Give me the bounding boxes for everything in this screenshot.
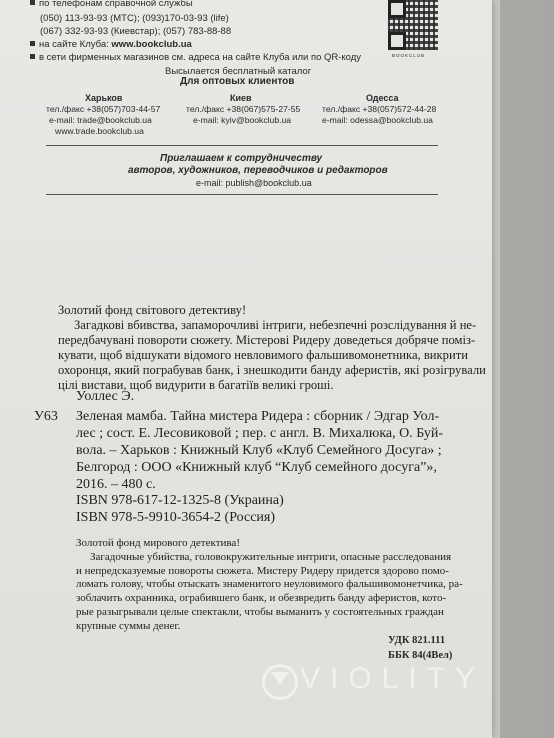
rus-line: Золотой фонд мирового детектива! bbox=[76, 537, 240, 549]
invite-line-2: авторов, художников, переводчиков и редакторов bbox=[128, 165, 388, 176]
divider-top bbox=[46, 145, 438, 146]
rus-line: зоблачить охранника, ограбившего банк, и обезвредить банду аферистов, кото- bbox=[76, 592, 447, 605]
kharkiv-phone: тел./факс +38(057)703-44-57 bbox=[46, 104, 161, 114]
kyiv-phone: тел./факс +38(067)575-27-55 bbox=[186, 104, 301, 114]
city-kharkiv: Харьков bbox=[85, 93, 123, 103]
catalog-description bbox=[76, 408, 443, 493]
bullet-icon bbox=[30, 54, 35, 59]
contact-stores: в сети фирменных магазинов см. адреса на сайте Клуба или по QR-коду bbox=[30, 52, 361, 63]
ukr-line: кувати, щоб відшукати відомого невловимого фальшивомонетника, викрити bbox=[58, 348, 468, 362]
wholesale-title: Для оптовых клиентов bbox=[180, 76, 295, 87]
invite-email: e-mail: publish@bookclub.ua bbox=[196, 178, 312, 188]
bbk-code: ББК 84(4Вел) bbox=[388, 650, 453, 661]
udk-code: УДК 821.111 bbox=[388, 635, 446, 646]
contact-phones-2: (067) 332-93-93 (Киевстар); (057) 783-88-88 bbox=[40, 26, 232, 37]
invite-line-1: Приглашаем к сотрудничеству bbox=[160, 153, 323, 164]
odesa-email: e-mail: odessa@bookclub.ua bbox=[322, 115, 433, 125]
isbn-russia: ISBN 978-5-9910-3654-2 (Россия) bbox=[76, 510, 276, 525]
qr-caption: BOOKCLUB bbox=[392, 53, 426, 58]
russian-annotation bbox=[76, 537, 463, 634]
contact-line-1: по телефонам справочной службы bbox=[30, 0, 193, 9]
catalog-author: Уоллес Э. bbox=[76, 389, 135, 404]
rus-line: рые разыгрывали целые спектакли, чтобы выманить у состоятельных граждан bbox=[76, 605, 444, 618]
city-kyiv: Киев bbox=[230, 93, 252, 103]
free-catalog-note: Высылается бесплатный каталог bbox=[165, 66, 312, 77]
catalog-line: лес ; сост. Е. Лесовиковой ; пер. с англ. В. Михалюка, О. Буй- bbox=[76, 426, 444, 441]
odesa-phone: тел./факс +38(057)572-44-28 bbox=[322, 104, 437, 114]
bullet-icon bbox=[30, 0, 35, 5]
rus-line: Загадочные убийства, головокружительные интриги, опасные расследования bbox=[90, 550, 452, 563]
ukr-line: Золотий фонд світового детективу! bbox=[58, 303, 247, 317]
contact-site: на сайте Клуба: www.bookclub.ua bbox=[30, 39, 192, 50]
kharkiv-web: www.trade.bookclub.ua bbox=[55, 126, 144, 136]
kyiv-email: e-mail: kyiv@bookclub.ua bbox=[193, 115, 292, 125]
catalog-line: вола. – Харьков : Книжный Клуб «Клуб Семейного Досуга» ; bbox=[76, 443, 442, 458]
catalog-line: Белгород : ООО «Книжный клуб “Клуб семейного досуга”», bbox=[76, 460, 437, 475]
ukr-line: Загадкові вбивства, запаморочливі інтриги, небезпечні розслідування й не- bbox=[74, 318, 477, 332]
qr-code-icon bbox=[388, 0, 438, 50]
ukr-line: передбачувані повороти сюжету. Містерові Ридеру доведеться добряче поміз- bbox=[58, 333, 476, 347]
kharkiv-email: e-mail: trade@bookclub.ua bbox=[49, 115, 152, 125]
city-odesa: Одесса bbox=[366, 93, 399, 103]
watermark-text: VIOLITY bbox=[300, 662, 486, 695]
catalog-code: У63 bbox=[34, 409, 58, 424]
contact-phones-1: (050) 113-93-93 (МТС); (093)170-03-93 (life) bbox=[40, 13, 229, 24]
divider-bottom bbox=[46, 194, 438, 195]
ukr-line: цілі вистави, щоб видурити в багатіїв великі гроші. bbox=[58, 378, 334, 392]
bullet-icon bbox=[30, 41, 35, 46]
isbn-ukraine: ISBN 978-617-12-1325-8 (Украина) bbox=[76, 493, 284, 508]
ukr-line: охоронця, який пограбував банк, і знешкодити банду аферистів, які розігрували bbox=[58, 363, 486, 377]
rus-line: крупные суммы денег. bbox=[76, 619, 181, 632]
watermark-logo-icon bbox=[262, 664, 298, 700]
rus-line: ломать голову, чтобы отыскать знаменитого неуловимого фальшивомонетчика, ра- bbox=[76, 578, 463, 591]
ukrainian-annotation bbox=[58, 303, 486, 393]
catalog-line: Зеленая мамба. Тайна мистера Ридера : сборник / Эдгар Уол- bbox=[76, 409, 440, 424]
rus-line: и непредсказуемые повороты сюжета. Мистеру Ридеру придется здорово помо- bbox=[76, 564, 449, 577]
catalog-line: 2016. – 480 с. bbox=[76, 477, 156, 492]
